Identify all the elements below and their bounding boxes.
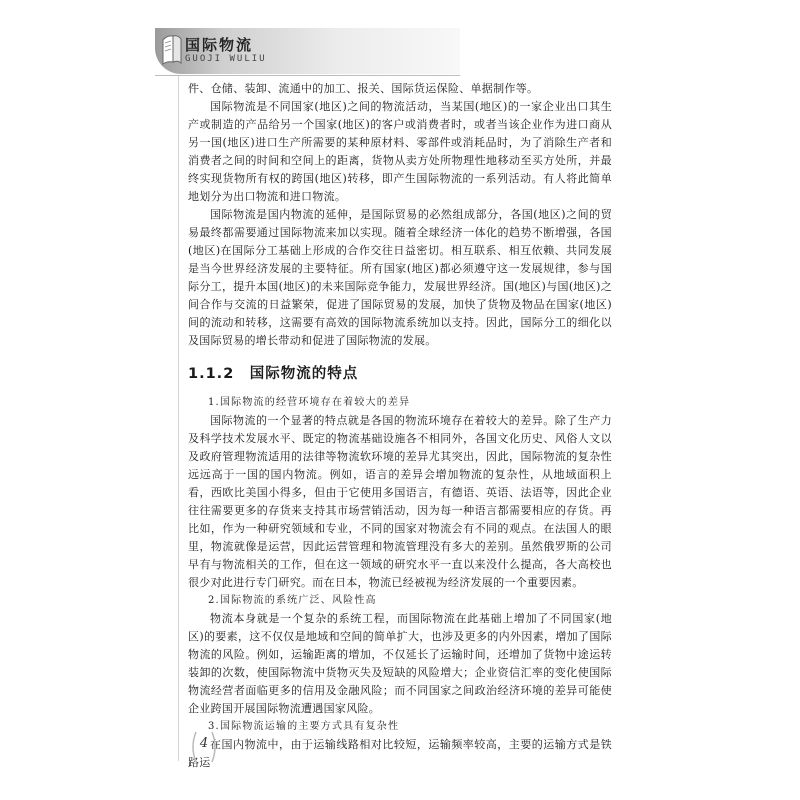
point-3-text: 在国内物流中，由于运输线路相对比较短，运输频率较高，主要的运输方式是铁路运 bbox=[188, 738, 612, 769]
page-number-badge bbox=[190, 730, 218, 764]
point-1-text: 国际物流的一个显著的特点就是各国的物流环境存在着较大的差异。除了生产力及科学技术发展水平、既定的物流基础设施各不相同外，各国文化历史、风俗人文以及政府管理物流适用的法律等物流软环境的差异尤其突出，因此，国际物流的复杂性远远高于一国的国内物流。例如，语言的差异会增加物流的复杂性，从地域面积上看，西欧比美国小得多，但由于它使用多国语言，有德语、英语、法语等，因此企业往往需要更多的存货来支持其市场营销活动，因为每一种语言都需要相应的存货。再比如，作为一种研究领域和专业，不同的国家对物流会有不同的观点。在法国人的眼里，物流就像是运营，因此运营管理和物流管理没有多大的差别。虽然俄罗斯的公司早有与物流相关的工作，但在这一领域的研究水平一直以来没什么提高，各大高校也很少对此进行专门研究。而在日本，物流已经被视为经济发展的一个重要因素。 bbox=[188, 414, 612, 589]
point-3-heading: 3.国际物流运输的主要方式具有复杂性 bbox=[208, 721, 400, 732]
paragraph-extension: 国际物流是国内物流的延伸，是国际贸易的必然组成部分，各国(地区)之间的贸易最终都需要通过国际物流来加以实现。随着全球经济一体化的趋势不断增强，各国(地区)在国际分工基础上形成的合作交往日益密切。相互联系、相互依赖、共同发展是当今世界经济发展的主要特征。所有国家(地区)都必须遵守这一发展规律，参与国际分工，提升本国(地区)的未来国际竞争能力，发展世界经济。国(地区)与国(地区)之间合作与交流的日益繁荣，促进了国际贸易的发展，加快了货物及物品在国家(地区)间的流动和转移，这需要有高效的国际物流系统加以支持。因此，国际分工的细化以及国际贸易的增长带动和促进了国际物流的发展。 bbox=[188, 208, 612, 347]
header-title: 国际物流 bbox=[185, 36, 254, 54]
page-number: 4 bbox=[199, 736, 209, 751]
book-logo-icon bbox=[161, 34, 183, 66]
point-2-text: 物流本身就是一个复杂的系统工程，而国际物流在此基础上增加了不同国家(地区)的要素，这不仅仅是地域和空间的简单扩大，也涉及更多的内外因素，增加了国际物流的风险。例如，运输距离的增加，不仅延长了运输时间，还增加了货物中途运转装卸的次数，使国际物流中货物灭失及短缺的风险增大；企业资信汇率的变化使国际物流经营者面临更多的信用及金融风险；而不同国家之间政治经济环境的差异可能使企业跨国开展国际物流遭遇国家风险。 bbox=[188, 612, 612, 715]
paragraph-definition: 国际物流是不同国家(地区)之间的物流活动，当某国(地区)的一家企业出口其生产或制造的产品给另一个国家(地区)的客户或消费者时，或者当该企业作为进口商从另一国(地区)进口生产所需要的某种原材料、零部件或消耗品时，为了消除生产者和消费者之间的时间和空间上的距离，货物从卖方处所物理性地移动至买方处所，并最终实现货物所有权的跨国(地区)转移，即产生国际物流的一系列活动。有人将此简单地划分为出口物流和进口物流。 bbox=[188, 100, 612, 203]
header-divider bbox=[155, 75, 460, 76]
point-2-heading: 2.国际物流的系统广泛、风险性高 bbox=[208, 595, 377, 606]
point-1-heading: 1.国际物流的经营环境存在着较大的差异 bbox=[208, 397, 411, 408]
paragraph-continuation: 件、仓储、装卸、流通中的加工、报关、国际货运保险、单据制作等。 bbox=[188, 82, 539, 95]
running-header bbox=[155, 28, 460, 78]
page-body bbox=[188, 80, 612, 772]
header-subtitle: GUOJI WULIU bbox=[185, 54, 267, 64]
margin-rule bbox=[178, 76, 179, 761]
section-heading: 1.1.2 国际物流的特点 bbox=[188, 366, 359, 382]
